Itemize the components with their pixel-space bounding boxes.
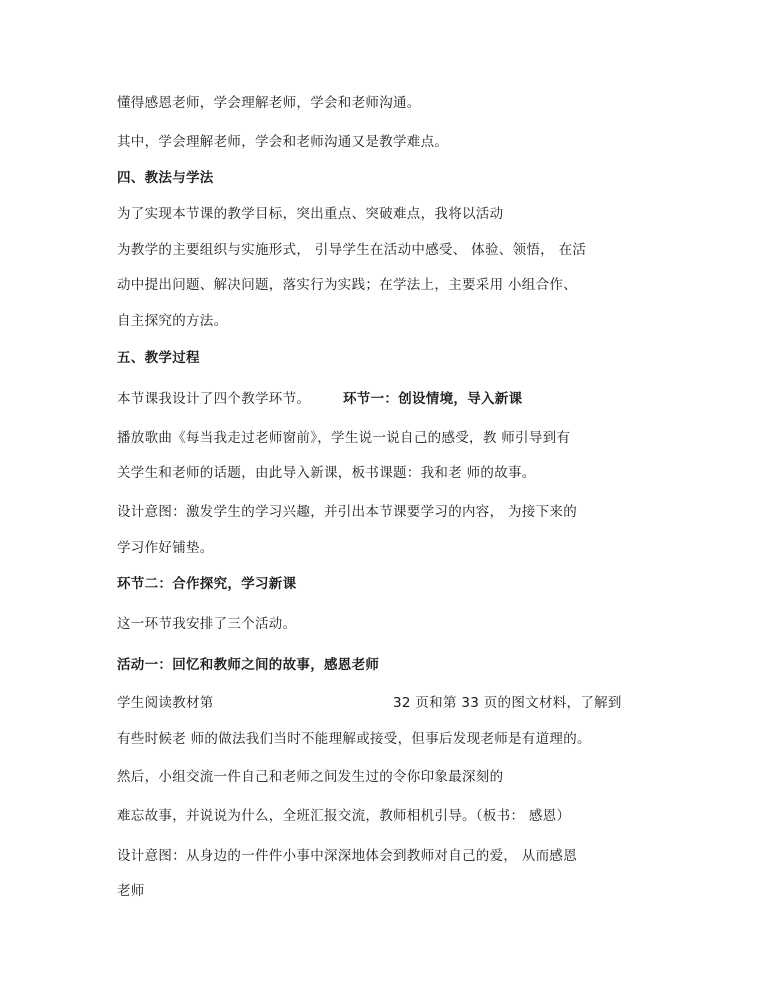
step-heading-two: 环节二：合作探究，学习新课 (117, 576, 297, 592)
paragraph-line: 动中提出问题、解决问题，落实行为实践；在学法上，主要采用 小组合作、 (117, 277, 577, 293)
paragraph-line: 懂得感恩老师，学会理解老师，学会和老师沟通。 (117, 95, 421, 111)
paragraph-line: 有些时候老 师的做法我们当时不能理解或接受，但事后发现老师是有道理的。 (117, 731, 591, 747)
paragraph-line: 为教学的主要组织与实施形式， 引导学生在活动中感受、 体验、领悟， 在活 (117, 242, 587, 258)
paragraph-line: 关学生和老师的话题，由此导入新课，板书课题：我和老 师的故事。 (117, 465, 536, 481)
step-heading-one: 环节一：创设情境，导入新课 (343, 391, 523, 407)
paragraph-line: 老师 (117, 883, 145, 899)
section-heading-methods: 四、教法与学法 (117, 170, 214, 186)
paragraph-line: 然后，小组交流一件自己和老师之间发生过的令你印象最深刻的 (117, 769, 504, 785)
paragraph-line: 本节课我设计了四个教学环节。 (117, 391, 311, 407)
paragraph-line: 这一环节我安排了三个活动。 (117, 616, 297, 632)
paragraph-line: 设计意图：激发学生的学习兴趣，并引出本节课要学习的内容， 为接下来的 (117, 504, 577, 520)
paragraph-line: 设计意图：从身边的一件件小事中深深地体会到教师对自己的爱， 从而感恩 (117, 848, 577, 864)
paragraph-line: 学习作好铺垫。 (117, 540, 214, 556)
paragraph-line: 为了实现本节课的教学目标，突出重点、突破难点，我将以活动 (117, 206, 504, 222)
section-heading-process: 五、教学过程 (117, 350, 200, 366)
paragraph-line: 难忘故事，并说说为什么，全班汇报交流，教师相机引导。（板书： 感恩） (117, 808, 571, 824)
paragraph-line: 自主探究的方法。 (117, 313, 228, 329)
activity-heading-one: 活动一：回忆和教师之间的故事，感恩老师 (117, 657, 380, 673)
paragraph-line: 学生阅读教材第 (117, 695, 214, 711)
paragraph-line: 播放歌曲《每当我走过老师窗前》，学生说一说自己的感受，教 师引导到有 (117, 430, 571, 446)
paragraph-line: 其中，学会理解老师，学会和老师沟通又是教学难点。 (117, 134, 449, 150)
paragraph-line-continued: 32 页和第 33 页的图文材料，了解到 (393, 695, 622, 711)
